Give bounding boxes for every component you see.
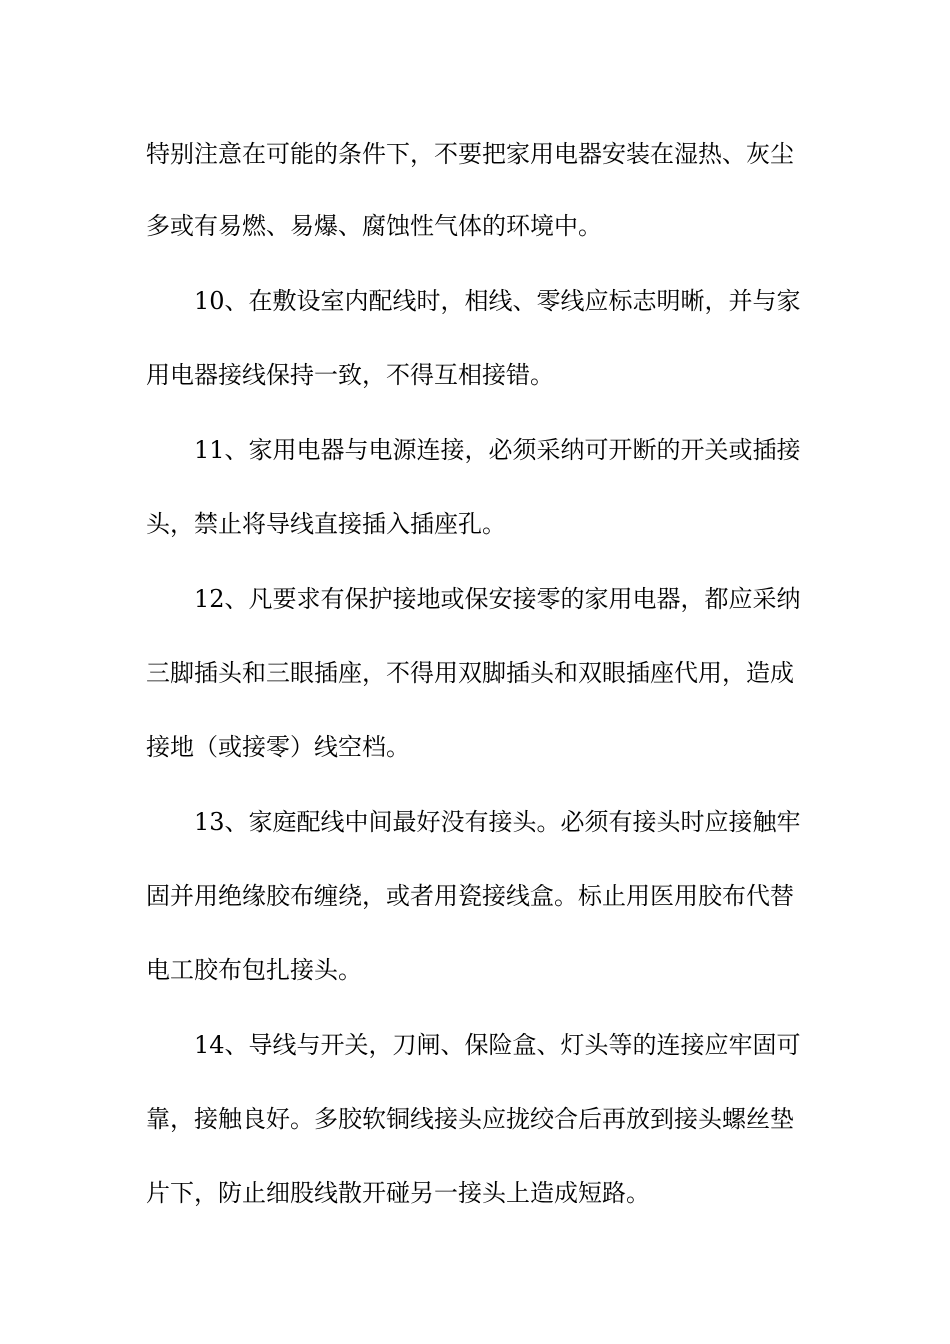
paragraph-12-line: 12、凡要求有保护接地或保安接零的家用电器，都应采纳	[194, 585, 801, 613]
paragraph-line: 多或有易燃、易爆、腐蚀性气体的环境中。	[146, 212, 602, 240]
paragraph-13-line: 13、家庭配线中间最好没有接头。必须有接头时应接触牢	[194, 808, 801, 836]
paragraph-14-line: 靠，接触良好。多胶软铜线接头应拢绞合后再放到接头螺丝垫	[146, 1105, 794, 1133]
paragraph-11-line: 11、家用电器与电源连接，必须采纳可开断的开关或插接	[194, 436, 801, 464]
paragraph-11-line: 头，禁止将导线直接插入插座孔。	[146, 510, 506, 538]
paragraph-14-line: 14、导线与开关，刀闸、保险盒、灯头等的连接应牢固可	[194, 1031, 801, 1059]
paragraph-12-line: 接地（或接零）线空档。	[146, 733, 410, 761]
paragraph-12-line: 三脚插头和三眼插座，不得用双脚插头和双眼插座代用，造成	[146, 659, 794, 687]
paragraph-10-line: 用电器接线保持一致，不得互相接错。	[146, 361, 554, 389]
paragraph-14-line: 片下，防止细股线散开碰另一接头上造成短路。	[146, 1179, 650, 1207]
paragraph-13-line: 固并用绝缘胶布缠绕，或者用瓷接线盒。标止用医用胶布代替	[146, 882, 794, 910]
paragraph-13-line: 电工胶布包扎接头。	[146, 956, 362, 984]
paragraph-line: 特别注意在可能的条件下，不要把家用电器安装在湿热、灰尘	[146, 140, 794, 168]
paragraph-10-line: 10、在敷设室内配线时，相线、零线应标志明晰，并与家	[194, 287, 801, 315]
